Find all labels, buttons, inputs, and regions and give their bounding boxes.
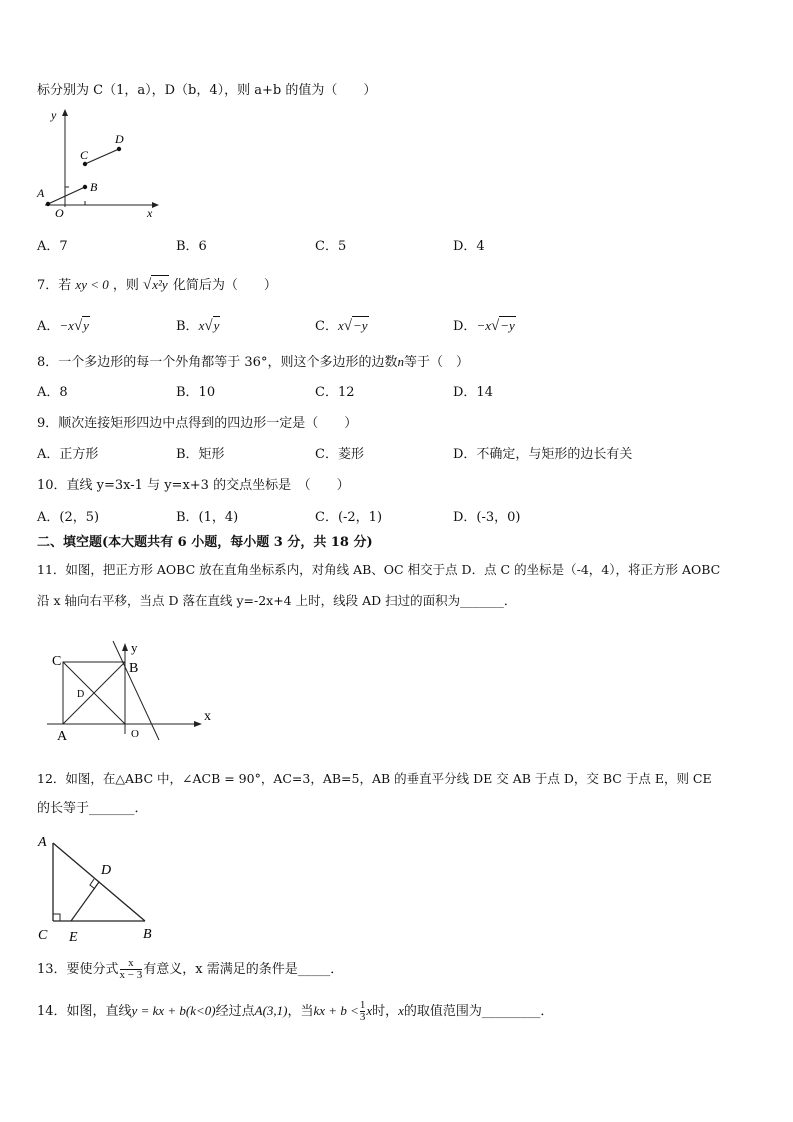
q7-option-d: D．−x√−y: [453, 318, 515, 334]
q14-mid1: 经过点: [215, 1004, 255, 1019]
q9-option-b: B．矩形: [176, 447, 225, 462]
q6-label-c: C: [80, 148, 89, 162]
q8-option-b: B．10: [176, 385, 216, 400]
q6-figure: [35, 105, 165, 220]
q8-option-d: D．14: [453, 385, 493, 400]
q12-line1: 12．如图，在△ABC 中，∠ACB = 90°，AC=3，AB=5，AB 的垂直平分线 DE 交 AB 于点 D，交 BC 于点 E，则 CE: [37, 771, 712, 786]
q12-label-c: C: [38, 928, 48, 943]
q8-stem-a: 8．一个多边形的每一个外角都等于 36°，则这个多边形的边数: [37, 355, 398, 370]
q6-point-a: [46, 202, 50, 206]
q12-figure: [33, 830, 168, 945]
q7-option-c: C．x√−y: [315, 318, 368, 334]
q7-option-a: A．−x√y: [37, 318, 89, 334]
q7-option-d-coef: −x: [476, 318, 491, 333]
q12-label-b: B: [143, 927, 152, 942]
q7-option-b: B．x√y: [176, 318, 220, 334]
q11-figure: [45, 638, 225, 746]
q14-fraction: [360, 1000, 366, 1023]
q7-option-c-letter: C．: [315, 319, 338, 334]
q7-option-c-rad: −y: [352, 318, 368, 333]
q6-option-a: A．7: [37, 239, 68, 254]
q7-option-b-letter: B．: [176, 319, 199, 334]
q7-option-b-rad: y: [213, 318, 220, 333]
q11-label-a: A: [57, 729, 68, 744]
q7-option-b-coef: x: [198, 318, 205, 333]
q14-mid3: 时，: [372, 1004, 399, 1019]
q7-option-c-coef: x: [337, 318, 344, 333]
q6-label-d: D: [115, 132, 124, 146]
q12-label-d: D: [101, 863, 112, 878]
q13-prefix: 13．要使分式: [37, 962, 119, 977]
q8-var: n: [397, 354, 404, 369]
q11-label-o: O: [131, 728, 139, 740]
q8-stem: [37, 353, 469, 372]
q7-option-a-coef: −x: [59, 318, 74, 333]
q14-frac-num: 1: [359, 999, 366, 1011]
q8-option-a: A．8: [37, 385, 68, 400]
q12-line2: 的长等于_______．: [37, 801, 148, 816]
q8-option-c: C．12: [315, 385, 355, 400]
q6-label-o: O: [55, 206, 64, 220]
q7-option-d-rad: −y: [500, 318, 515, 333]
q14-frac-den: 3: [359, 1011, 366, 1023]
q7-stem: 7．若 xy < 0 ，则 √x²y 化简后为（ ）: [37, 277, 277, 293]
q6-point-b: [83, 185, 87, 189]
q13-stem: [37, 958, 343, 982]
q10-option-a: A．(2，5): [37, 510, 100, 525]
q6-option-c: C．5: [315, 239, 347, 254]
q13-suffix: 有意义，x 需满足的条件是_____．: [143, 962, 344, 977]
q6-stem: 标分别为 C（1，a），D（b，4），则 a+b 的值为（ ）: [37, 83, 377, 98]
q10-stem: 10．直线 y=3x-1 与 y=x+3 的交点坐标是 （ ）: [37, 478, 350, 493]
q6-option-d: D．4: [453, 239, 485, 254]
q14-line-eq: y = kx + b(k<0): [131, 1003, 216, 1018]
q7-option-a-letter: A．: [37, 319, 60, 334]
q8-stem-b: 等于（ ）: [403, 355, 469, 370]
q6-label-a: A: [37, 186, 45, 200]
q14-point: A(3,1): [254, 1003, 288, 1018]
q9-option-c: C．菱形: [315, 447, 364, 462]
q14-suffix: 的取值范围为_________．: [403, 1004, 554, 1019]
q14-var: x: [398, 1003, 404, 1018]
q11-label-d: D: [77, 689, 85, 700]
q13-denominator: x − 3: [119, 969, 143, 981]
q7-prefix: 7．若: [37, 278, 72, 293]
q6-point-d: [117, 147, 121, 151]
q13-fraction: [120, 958, 143, 981]
q6-label-b: B: [90, 180, 98, 194]
section-heading: 二、填空题(本大题共有 6 小题，每小题 3 分，共 18 分): [37, 535, 373, 550]
q9-option-d: D．不确定，与矩形的边长有关: [453, 447, 633, 462]
q9-option-a: A．正方形: [37, 447, 99, 462]
q7-option-a-rad: y: [83, 318, 89, 333]
q10-option-b: B．(1，4): [176, 510, 239, 525]
q14-ineq-left: kx + b <: [313, 1003, 359, 1018]
q11-line2: 沿 x 轴向右平移，当点 D 落在直线 y=-2x+4 上时，线段 AD 扫过的面积为_______．: [37, 593, 517, 608]
q13-numerator: x: [128, 957, 134, 969]
q6-option-b: B．6: [176, 239, 207, 254]
q6-point-c: [83, 162, 87, 166]
q6-label-y: y: [51, 108, 57, 122]
q10-option-d: D．(-3，0): [453, 510, 521, 525]
q7-mid: ，则: [112, 278, 139, 293]
q7-option-d-letter: D．: [453, 319, 477, 334]
q11-label-x: x: [204, 709, 211, 724]
q12-label-a: A: [38, 835, 47, 850]
q7-radicand: x²y: [152, 277, 168, 292]
q7-suffix: 化简后为（ ）: [172, 278, 277, 293]
q14-mid2: ，当: [287, 1004, 314, 1019]
q14-prefix: 14．如图，直线: [37, 1004, 132, 1019]
q11-label-b: B: [129, 661, 139, 676]
q11-label-y: y: [131, 640, 138, 655]
q7-condition: xy < 0: [75, 277, 109, 292]
q11-label-c: C: [52, 654, 62, 669]
q9-stem: 9．顺次连接矩形四边中点得到的四边形一定是（ ）: [37, 416, 358, 431]
q11-line1: 11．如图，把正方形 AOBC 放在直角坐标系内，对角线 AB、OC 相交于点 D．点 C 的坐标是（-4，4），将正方形 AOBC: [37, 562, 721, 577]
q6-label-x: x: [147, 206, 153, 220]
q10-option-c: C．(-2，1): [315, 510, 383, 525]
q14-ineq-right: x: [366, 1003, 373, 1018]
q14-stem: [37, 998, 553, 1025]
q12-label-e: E: [69, 930, 78, 945]
